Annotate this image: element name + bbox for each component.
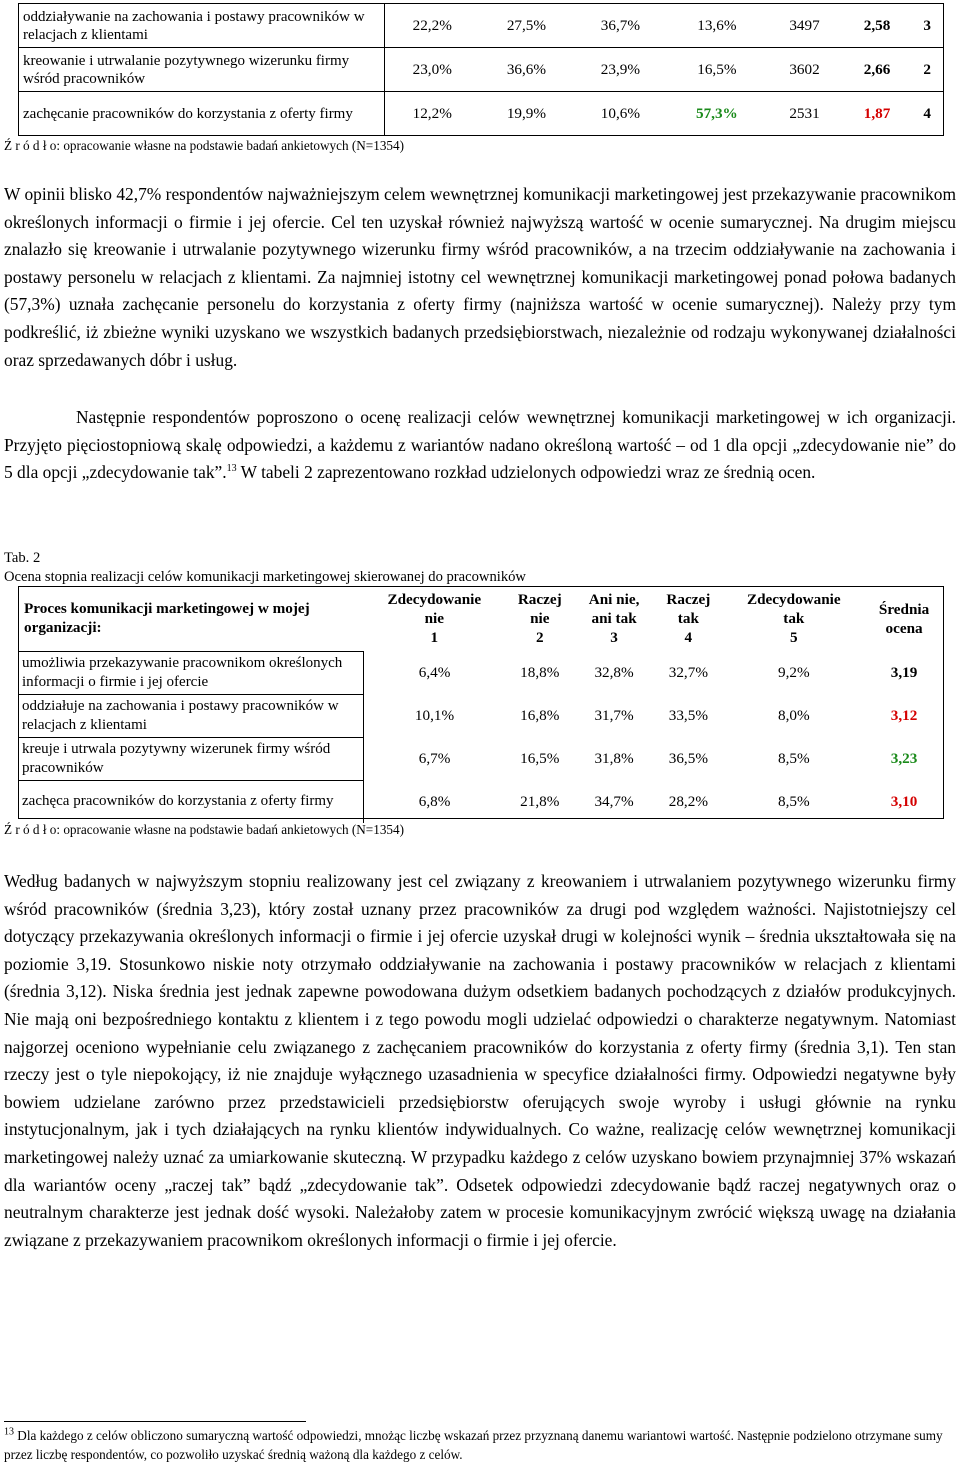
footnote-text: Dla każdego z celów obliczono sumaryczną wartość odpowiedzi, mnożąc liczbę wskazań przez przyznaną danemu wariantowi wartość. Następnie podzielono otrzymane sumy przez liczbę respondentów, co pozwoliło uzyskać średnią ważoną dla każdego z celów. <box>4 1428 943 1462</box>
row-label: umożliwia przekazywanie pracownikom określonych informacji o firmie i jej ofercie <box>18 651 364 694</box>
paragraph <box>4 181 956 374</box>
sentence: Najistotniejszy cel dotyczący przekazywania określonych informacji o firmie i jej ofercie uzyskał drugi w kolejności wynik – średnia ukształtowała się na poziomie 3,19. <box>4 898 956 974</box>
header-col-1: Zdecydowanie nie 1 <box>387 591 482 646</box>
table-caption: Ocena stopnia realizacji celów komunikacji marketingowej skierowanej do pracowników <box>4 569 526 585</box>
sentence: Nie mają oni bezpośredniego kontaktu z klientem i z tego powodu mogli udzielać odpowiedzi o charakterze negatywnym. <box>4 1008 879 1029</box>
header-mean: Średnia ocena <box>878 600 930 637</box>
cell-rank: 3 <box>911 4 943 48</box>
header-col-4: Raczej tak 4 <box>666 591 711 646</box>
sentence: Odpowiedzi negatywne były bowiem udzielane zarówno przez przedstawicieli przedsiębiorstw oferujących swoje wyroby i usługi głównie na rynku instytucjonalnym, jak i tych działających na rynku klientów indywidualnych. <box>4 1064 956 1140</box>
row-label: kreowanie i utrwalanie pozytywnego wizerunku firmy wśród pracowników <box>19 48 385 92</box>
sentence: Odsetek odpowiedzi zdecydowanie bądź raczej negatywnych oraz o neutralnym charakterze jest jednak dość wysoki. <box>4 1174 957 1223</box>
cell: 32,8% <box>594 663 634 681</box>
cell-mean: 3,12 <box>890 706 918 724</box>
cell-mean: 3,19 <box>890 663 918 681</box>
cell: 28,2% <box>668 792 708 810</box>
cell: 8,5% <box>778 749 810 767</box>
sentence: Niska średnia jest jednak zapewne powodowana dużym odsetkiem badanych pochodzących z działów produkcyjnych. <box>106 981 956 1002</box>
sentence: Stosunkowo niskie noty otrzymało oddziaływanie na zachowania i postawy pracowników w relacjach z klientami (średnia 3,12). <box>4 953 956 1002</box>
header-process: Proces komunikacji marketingowej w mojej organizacji: <box>24 600 310 637</box>
sentence: Na drugim miejscu znalazło się kreowanie i utrwalanie pozytywnego wizerunku firmy wśród pracowników, a na trzecim oddziaływanie na zachowania i postawy personelu w relacjach z klientami. <box>4 211 956 287</box>
sentence: Natomiast najgorzej oceniono wypełnianie celu związanego z zachęcaniem pracowników do korzystania z oferty firmy (średnia 3,1). <box>4 1008 956 1057</box>
cell: 8,5% <box>778 792 810 810</box>
cell: 22,2% <box>385 4 480 48</box>
cell: 34,7% <box>594 792 634 810</box>
table-source: Ź r ó d ł o: opracowanie własne na podstawie badań ankietowych (N=1354) <box>4 138 405 153</box>
table-row <box>19 92 944 136</box>
row-label: zachęcanie pracowników do korzystania z oferty firmy <box>19 92 385 136</box>
cell: 12,2% <box>385 92 480 136</box>
row-label: kreuje i utrwala pozytywny wizerunek firmy wśród pracowników <box>18 737 364 780</box>
sentence: Ten stan rzeczy jest o tyle niepokojący, iż nie znajduje wyłącznego uzasadnienia w specyfice działalności firmy. <box>4 1036 956 1085</box>
cell: 36,6% <box>479 48 573 92</box>
cell: 23,9% <box>573 48 667 92</box>
table-row <box>18 651 944 694</box>
footnote <box>4 1427 956 1464</box>
sentence: Następnie respondentów poproszono o ocenę realizacji celów wewnętrznej komunikacji marketingowej w ich organizacji. <box>76 407 956 427</box>
cell: 16,8% <box>520 706 560 724</box>
row-label: oddziałuje na zachowania i postawy pracowników w relacjach z klientami <box>18 694 364 737</box>
footnote-ref: 13 <box>226 463 237 475</box>
cell: 3497 <box>766 4 842 48</box>
cell: 10,1% <box>414 706 455 724</box>
cell-highlight: 57,3% <box>667 92 766 136</box>
cell-mean: 1,87 <box>843 92 912 136</box>
cell: 19,9% <box>479 92 573 136</box>
cell: 6,4% <box>418 663 451 681</box>
cell: 36,5% <box>668 749 708 767</box>
cell: 6,7% <box>418 749 451 767</box>
cell: 31,7% <box>594 706 634 724</box>
cell: 9,2% <box>778 663 810 681</box>
table-row <box>19 4 944 48</box>
footnote-divider <box>4 1421 306 1422</box>
cell: 36,7% <box>573 4 667 48</box>
row-label: oddziaływanie na zachowania i postawy pracowników w relacjach z klientami <box>19 4 385 48</box>
cell: 16,5% <box>520 749 560 767</box>
cell-rank: 2 <box>911 48 943 92</box>
cell: 13,6% <box>667 4 766 48</box>
sentence: W przypadku każdego z celów uzyskano bowiem przynajmniej 37% wskazań dla wariantów oceny „raczej tak” bądź „zdecydowanie tak”. <box>4 1146 956 1195</box>
sentence: Co ważne, realizację celów wewnętrznej komunikacji marketingowej należy uznać za umiarkowanie skuteczną. <box>4 1119 957 1167</box>
cell: 31,8% <box>594 749 634 767</box>
cell: 8,0% <box>778 706 810 724</box>
header-col-3: Ani nie, ani tak 3 <box>588 591 640 646</box>
cell: 18,8% <box>520 663 560 681</box>
cell: 32,7% <box>668 663 708 681</box>
cell: 2531 <box>766 92 842 136</box>
row-label: zachęca pracowników do korzystania z oferty firmy <box>18 780 364 823</box>
header-col-2: Raczej nie 2 <box>517 591 562 646</box>
cell-mean: 2,66 <box>843 48 912 92</box>
cell: 23,0% <box>385 48 480 92</box>
cell-rank: 4 <box>911 92 943 136</box>
table-row <box>18 780 944 823</box>
cell: 27,5% <box>479 4 573 48</box>
cell: 6,8% <box>418 792 451 810</box>
ratings-table <box>18 586 944 823</box>
table-row <box>18 737 944 780</box>
cell: 16,5% <box>667 48 766 92</box>
table-header-row <box>18 586 944 651</box>
paragraph <box>4 868 956 1254</box>
sentence: Przyjęto pięciostopniową skalę odpowiedzi, a każdemu z wariantów nadano określoną wartość – od 1 dla opcji „zdecydowanie nie” do 5 dla opcji „zdecydowanie tak”. <box>4 434 956 483</box>
table-row <box>19 48 944 92</box>
cell-mean: 2,58 <box>843 4 912 48</box>
paragraph <box>4 404 956 487</box>
sentence: W opinii blisko 42,7% respondentów najważniejszym celem wewnętrznej komunikacji marketingowej jest przekazywanie pracownikom określonych informacji o firmie i jej ofercie. Cel ten uzyskał również najwyższą wartość w ocenie sumarycznej. <box>4 184 956 232</box>
sentence: Należałoby zatem w procesie komunikacyjnym zwrócić większą uwagę na działania związane z przekazywaniem pracownikom określonych informacji o firmie i jej ofercie. <box>4 1202 957 1250</box>
table-row <box>18 694 944 737</box>
sentence: Według badanych w najwyższym stopniu realizowany jest cel związany z kreowaniem i utrwalaniem pozytywnego wizerunku firmy wśród pracowników (średnia 3,23), który został uznany przez pracowników za drugi pod względem ważności. <box>4 871 956 919</box>
cell: 3602 <box>766 48 842 92</box>
table-source: Ź r ó d ł o: opracowanie własne na podstawie badań ankietowych (N=1354) <box>4 822 405 837</box>
table-label: Tab. 2 <box>4 550 41 566</box>
sentence: Należy przy tym podkreślić, iż zbieżne wyniki uzyskano we wszystkich badanych przedsiębiorstwach, niezależnie od rodzaju wykonywanej działalności oraz sprzedawanych dóbr i usług. <box>4 294 956 370</box>
cell: 21,8% <box>520 792 560 810</box>
sentence: Za najmniej istotny cel wewnętrznej komunikacji marketingowej ponad połowa badanych (57,3%) uznała zachęcanie personelu do korzystania z oferty firmy (najniższa wartość w ocenie sumarycznej). <box>4 266 956 315</box>
cell-mean: 3,23 <box>890 749 918 767</box>
header-col-5: Zdecydowanie tak 5 <box>746 591 841 646</box>
sentence: W tabeli 2 zaprezentowano rozkład udzielonych odpowiedzi wraz ze średnią ocen. <box>236 462 816 483</box>
cell-mean: 3,10 <box>890 792 918 810</box>
summary-table <box>18 3 944 136</box>
footnote-number: 13 <box>4 1426 14 1438</box>
cell: 33,5% <box>668 706 708 724</box>
cell: 10,6% <box>573 92 667 136</box>
